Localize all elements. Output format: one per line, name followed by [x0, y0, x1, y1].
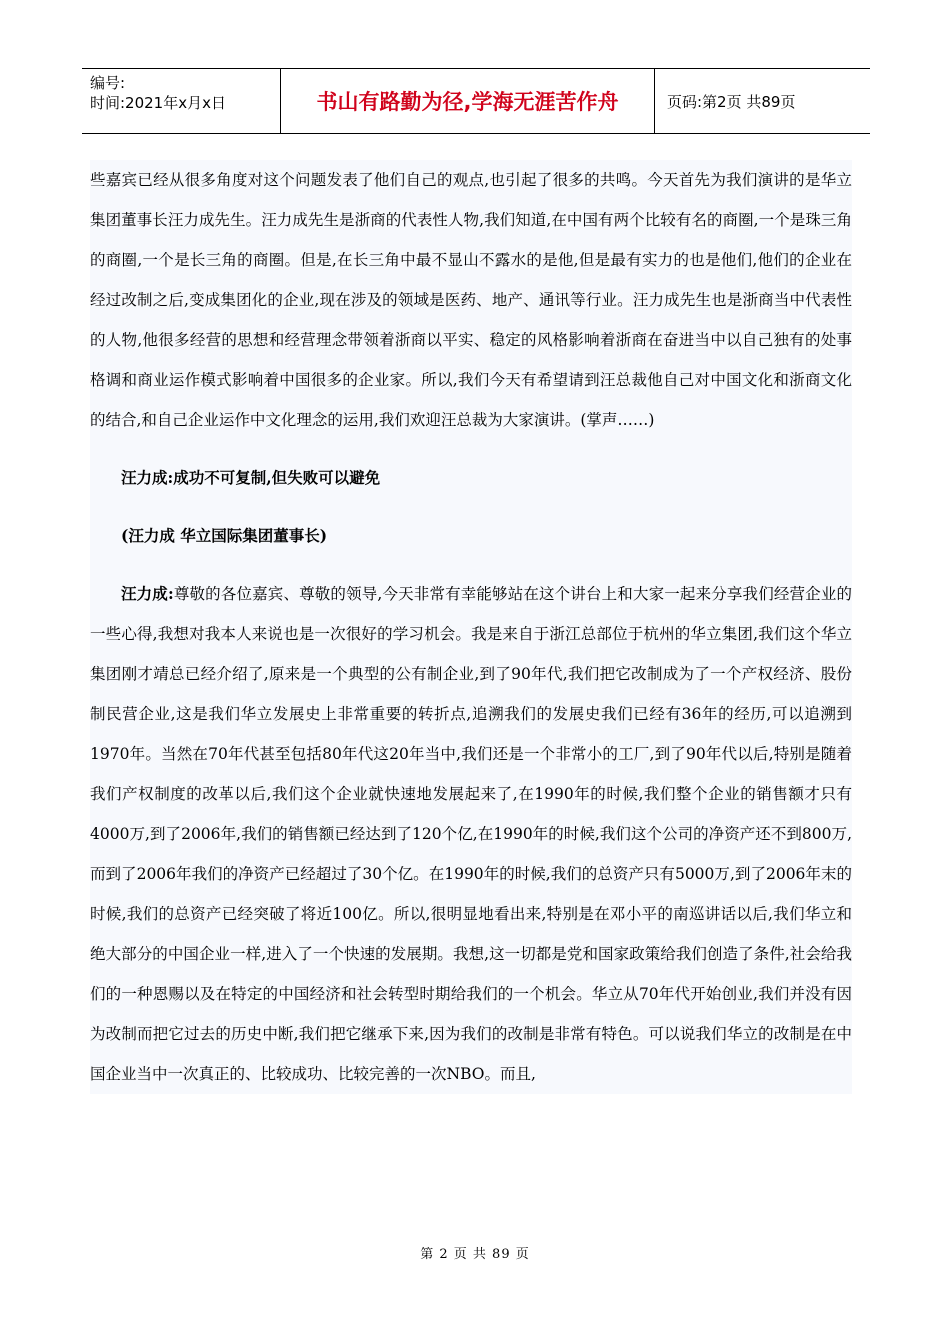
document-body	[90, 160, 852, 1094]
header-motto: 书山有路勤为径,学海无涯苦作舟	[281, 69, 655, 133]
speech-title: 汪力成:成功不可复制,但失败可以避免	[121, 468, 381, 487]
speech-text: 尊敬的各位嘉宾、尊敬的领导,今天非常有幸能够站在这个讲台上和大家一起来分享我们经营企业的一些心得,我想对我本人来说也是一次很好的学习机会。我是来自于浙江总部位于杭州的华立集团,我们这个华立集团刚才靖总已经介绍了,原来是一个典型的公有制企业,到了90年代,我们把它改制成为了一个产权经济、股份制民营企业,这是我们华立发展史上非常重要的转折点,追溯我们的发展史我们已经有36年的经历,可以追溯到1970年。当然在70年代甚至包括80年代这20年当中,我们还是一个非常小的工厂,到了90年代以后,特别是随着我们产权制度的改革以后,我们这个企业就快速地发展起来了,在1990年的时候,我们整个企业的销售额才只有4000万,到了2006年,我们的销售额已经达到了120个亿,在1990年的时候,我们这个公司的净资产还不到800万,而到了2006年我们的净资产已经超过了30个亿。在1990年的时候,我们的总资产只有5000万,到了2006年末的时候,我们的总资产已经突破了将近100亿。所以,很明显地看出来,特别是在邓小平的南巡讲话以后,我们华立和绝大部分的中国企业一样,进入了一个快速的发展期。我想,这一切都是党和国家政策给我们创造了条件,社会给我们的一种恩赐以及在特定的中国经济和社会转型时期给我们的一个机会。华立从70年代开始创业,我们并没有因为改制而把它过去的历史中断,我们把它继承下来,因为我们的改制是非常有特色。可以说我们华立的改制是在中国企业当中一次真正的、比较成功、比较完善的一次NBO。而且,	[90, 585, 852, 1083]
header-page-number: 页码:第2页 共89页	[667, 92, 796, 111]
speaker-subtitle: (汪力成 华立国际集团董事长)	[121, 526, 328, 545]
intro-paragraph: 些嘉宾已经从很多角度对这个问题发表了他们自己的观点,也引起了很多的共鸣。今天首先为我们演讲的是华立集团董事长汪力成先生。汪力成先生是浙商的代表性人物,我们知道,在中国有两个比较有名的商圈,一个是珠三角的商圈,一个是长三角的商圈。但是,在长三角中最不显山不露水的是他,但是最有实力的也是他们,他们的企业在经过改制之后,变成集团化的企业,现在涉及的领域是医药、地产、通讯等行业。汪力成先生也是浙商当中代表性的人物,他很多经营的思想和经营理念带领着浙商以平实、稳定的风格影响着浙商在奋进当中以自己独有的处事格调和商业运作模式影响着中国很多的企业家。所以,我们今天有希望请到汪总裁他自己对中国文化和浙商文化的结合,和自己企业运作中文化理念的运用,我们欢迎汪总裁为大家演讲。(掌声……)	[90, 171, 852, 429]
speech-paragraph	[90, 574, 852, 1094]
speaker-name: 汪力成:	[121, 584, 174, 603]
header-meta	[82, 69, 281, 133]
page-header	[82, 68, 870, 134]
document-time-label: 时间:2021年x月x日	[90, 94, 226, 112]
page-footer: 第 2 页 共 89 页	[420, 1247, 530, 1262]
document-number-label: 编号:	[90, 74, 126, 92]
